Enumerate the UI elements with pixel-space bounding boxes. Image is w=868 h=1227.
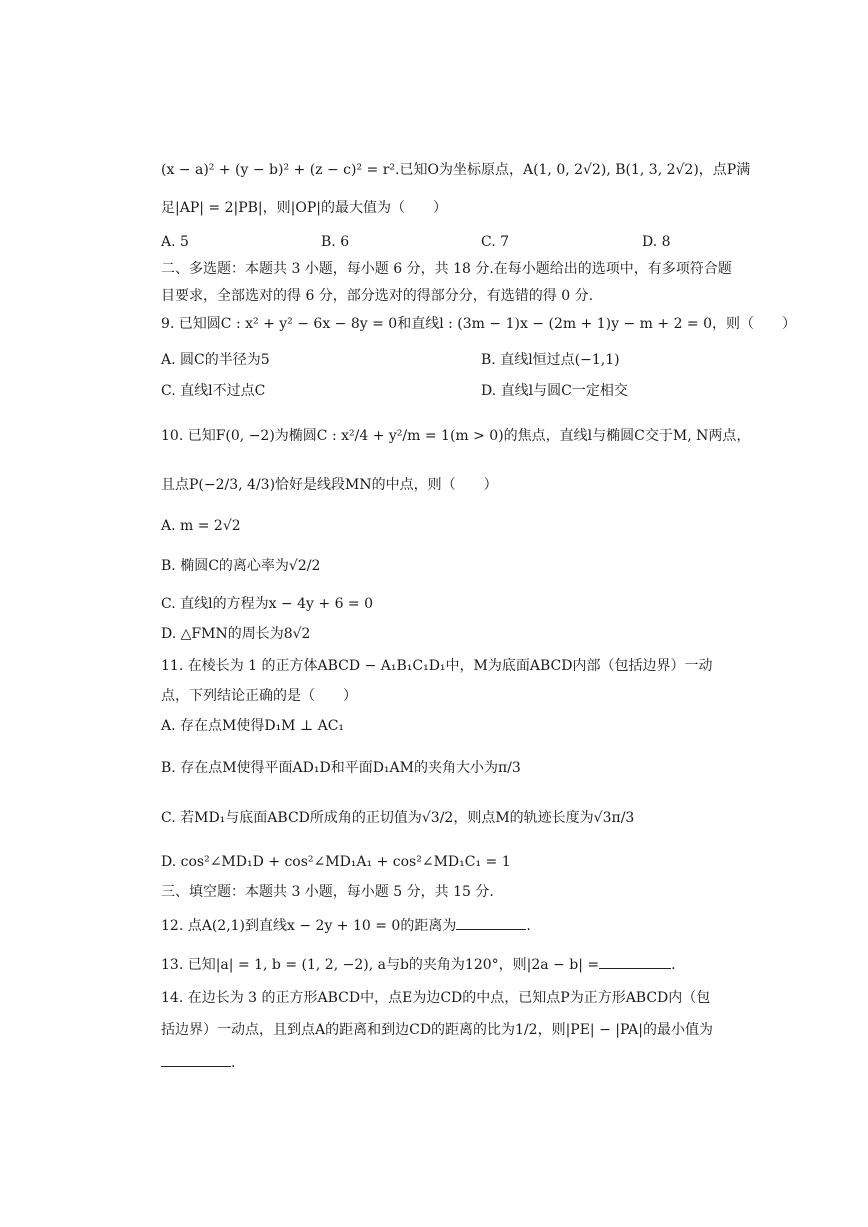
q14-line1: 14. 在边长为 3 的正方形ABCD中，点E为边CD的中点，已知点P为正方形ABCD内（包	[161, 990, 711, 1006]
q9-stem: 9. 已知圆C : x² + y² − 6x − 8y = 0和直线l : (3m − 1)x − (2m + 1)y − m + 2 = 0，则（ ）	[161, 316, 797, 332]
q14-answer-blank[interactable]	[161, 1052, 231, 1067]
q13-answer-blank[interactable]	[599, 954, 671, 969]
q9-option-c: C. 直线l不过点C	[161, 383, 266, 399]
q8-option-b: B. 6	[321, 234, 350, 250]
section3-header: 三、填空题：本题共 3 小题，每小题 5 分，共 15 分.	[161, 884, 494, 900]
q8-line1: (x − a)² + (y − b)² + (z − c)² = r².已知O为坐标原点，A(1, 0, 2√2), B(1, 3, 2√2)，点P满	[161, 162, 751, 178]
q14-period: .	[231, 1055, 236, 1071]
q11-line2: 点，下列结论正确的是（ ）	[161, 688, 357, 704]
q11-line1: 11. 在棱长为 1 的正方体ABCD − A₁B₁C₁D₁中，M为底面ABCD内部（包括边界）一动	[161, 658, 713, 674]
q9-option-a: A. 圆C的半径为5	[161, 352, 270, 368]
section2-header-line1: 二、多选题：本题共 3 小题，每小题 6 分，共 18 分.在每小题给出的选项中，有多项符合题	[161, 261, 732, 277]
q8-option-d: D. 8	[642, 234, 671, 250]
q9-option-d: D. 直线l与圆C一定相交	[481, 383, 628, 399]
q11-option-a: A. 存在点M使得D₁M ⊥ AC₁	[161, 718, 345, 734]
q10-option-b: B. 椭圆C的离心率为√2/2	[161, 558, 321, 574]
q14-line3	[161, 1052, 235, 1073]
q10-option-c: C. 直线l的方程为x − 4y + 6 = 0	[161, 596, 374, 612]
q13-text: 13. 已知|a| = 1, b = (1, 2, −2), a与b的夹角为120°，则|2a − b| =	[161, 957, 600, 973]
q13-line	[161, 954, 676, 975]
q13-period: .	[671, 957, 676, 973]
q10-option-a: A. m = 2√2	[161, 518, 241, 534]
q8-line2: 足|AP| = 2|PB|，则|OP|的最大值为（ ）	[161, 200, 447, 216]
q10-option-d: D. △FMN的周长为8√2	[161, 626, 311, 642]
q10-line2: 且点P(−2/3, 4/3)恰好是线段MN的中点，则（ ）	[161, 477, 498, 493]
section2-header-line2: 目要求，全部选对的得 6 分，部分选对的得部分分，有选错的得 0 分.	[161, 288, 594, 304]
q11-option-c: C. 若MD₁与底面ABCD所成角的正切值为√3/2，则点M的轨迹长度为√3π/3	[161, 810, 635, 826]
q8-option-a: A. 5	[161, 234, 189, 250]
q9-option-b: B. 直线l恒过点(−1,1)	[481, 352, 620, 368]
q12-answer-blank[interactable]	[456, 915, 526, 930]
q11-option-b: B. 存在点M使得平面AD₁D和平面D₁AM的夹角大小为π/3	[161, 760, 521, 776]
q11-option-d: D. cos²∠MD₁D + cos²∠MD₁A₁ + cos²∠MD₁C₁ = 1	[161, 854, 511, 870]
q10-line1: 10. 已知F(0, −2)为椭圆C : x²/4 + y²/m = 1(m > 0)的焦点，直线l与椭圆C交于M, N两点，	[161, 428, 751, 444]
q12-line	[161, 915, 531, 936]
q12-text: 12. 点A(2,1)到直线x − 2y + 10 = 0的距离为	[161, 918, 457, 934]
q12-period: .	[526, 918, 531, 934]
q14-line2: 括边界）一动点，且到点A的距离和到边CD的距离的比为1/2，则|PE| − |PA|的最小值为	[161, 1022, 713, 1038]
q8-option-c: C. 7	[481, 234, 510, 250]
